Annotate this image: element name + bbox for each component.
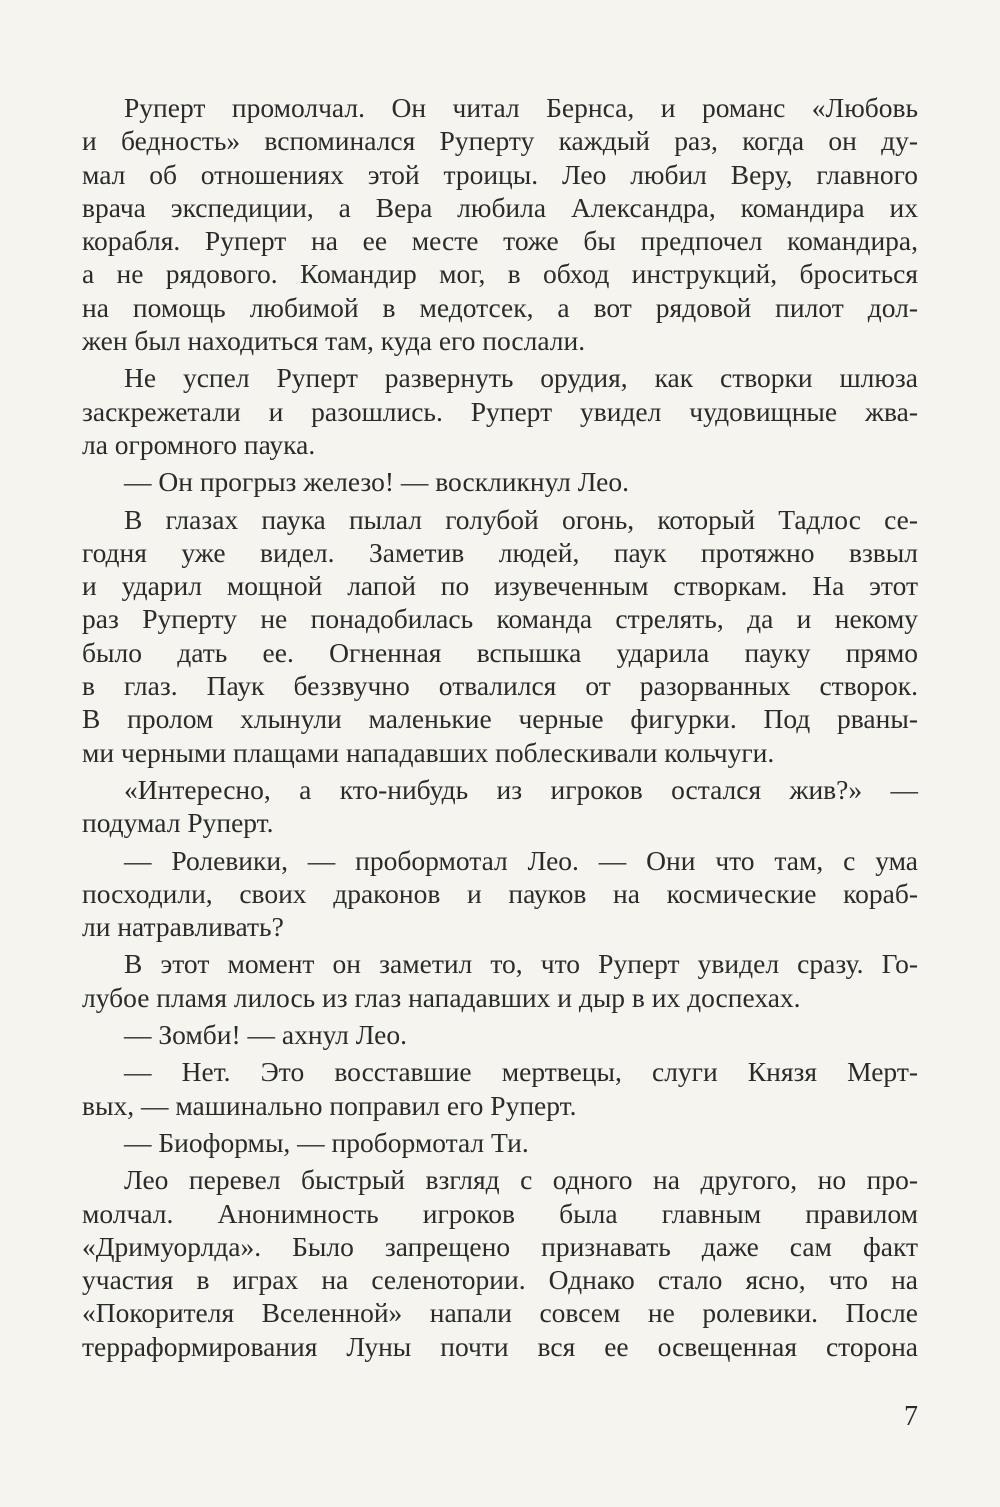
text-line: «Интересно, а кто-нибудь из игроков остался жив?» — [124,773,918,805]
text-line: на помощь любимой в медотсек, а вот рядовой пилот дол- [82,291,918,323]
text-line: а не рядового. Командир мог, в обход инструкций, броситься [82,258,918,290]
text-line: — Зомби! — ахнул Лео. [124,1019,408,1051]
text-line: мал об отношениях этой троицы. Лео любил Веру, главного [82,158,918,190]
text-line: посходили, своих драконов и пауков на космические кораб- [82,877,918,909]
text-line: было дать ее. Огненная вспышка ударила пауку прямо [82,636,918,668]
text-line: заскрежетали и разошлись. Руперт увидел чудовищные жва- [82,395,918,427]
text-line: вых, — машинально поправил его Руперт. [82,1089,577,1121]
text-line: В пролом хлынули маленькие черные фигурки. Под рваны- [82,703,918,735]
text-line: подумал Руперт. [82,807,274,839]
text-line: Лео перевел быстрый взгляд с одного на другого, но про- [124,1164,918,1196]
text-line: «Покорителя Вселенной» напали совсем не ролевики. После [82,1297,918,1329]
text-line: Не успел Руперт развернуть орудия, как створки шлюза [124,362,918,394]
body-text [82,91,918,1363]
text-line: «Дримуорлда». Было запрещено признавать даже сам факт [82,1230,918,1262]
text-line: — Он прогрыз железо! — воскликнул Лео. [124,466,630,498]
text-line: — Нет. Это восставшие мертвецы, слуги Князя Мерт- [124,1056,918,1088]
text-line: — Ролевики, — пробормотал Лео. — Они что там, с ума [124,844,918,876]
text-line: лубое пламя лилось из глаз нападавших и дыр в их доспехах. [82,981,801,1013]
text-line: раз Руперту не понадобилась команда стрелять, да и некому [82,603,918,635]
text-line: Руперт промолчал. Он читал Бернса, и романс «Любовь [124,92,918,123]
text-line: ми черными плащами нападавших поблескивали кольчуги. [82,736,775,768]
text-line: В глазах паука пылал голубой огонь, который Тадлос се- [124,503,918,535]
text-line: терраформирования Луны почти вся ее освещенная сторона [82,1330,918,1362]
text-line: врача экспедиции, а Вера любила Александра, командира их [82,191,918,223]
text-line: В этот момент он заметил то, что Руперт увидел сразу. Го- [124,948,918,980]
text-line: молчал. Анонимность игроков была главным правилом [82,1197,918,1229]
text-line: участия в играх на селенотории. Однако стало ясно, что на [82,1264,918,1296]
text-line: и ударил мощной лапой по изувеченным створкам. На этот [82,570,918,602]
text-line: годня уже видел. Заметив людей, паук протяжно взвыл [82,536,918,568]
text-line: корабля. Руперт на ее месте тоже бы предпочел командира, [82,225,918,257]
text-line: ли натравливать? [82,911,284,943]
text-line: в глаз. Паук беззвучно отвалился от разорванных створок. [82,670,918,702]
page-number: 7 [904,1401,918,1432]
text-line: ла огромного паука. [82,428,316,460]
text-line: жен был находиться там, куда его послали. [82,325,586,357]
text-line: и бедность» вспоминался Руперту каждый раз, когда он ду- [82,125,918,157]
text-line: — Биоформы, — пробормотал Ти. [124,1126,529,1158]
